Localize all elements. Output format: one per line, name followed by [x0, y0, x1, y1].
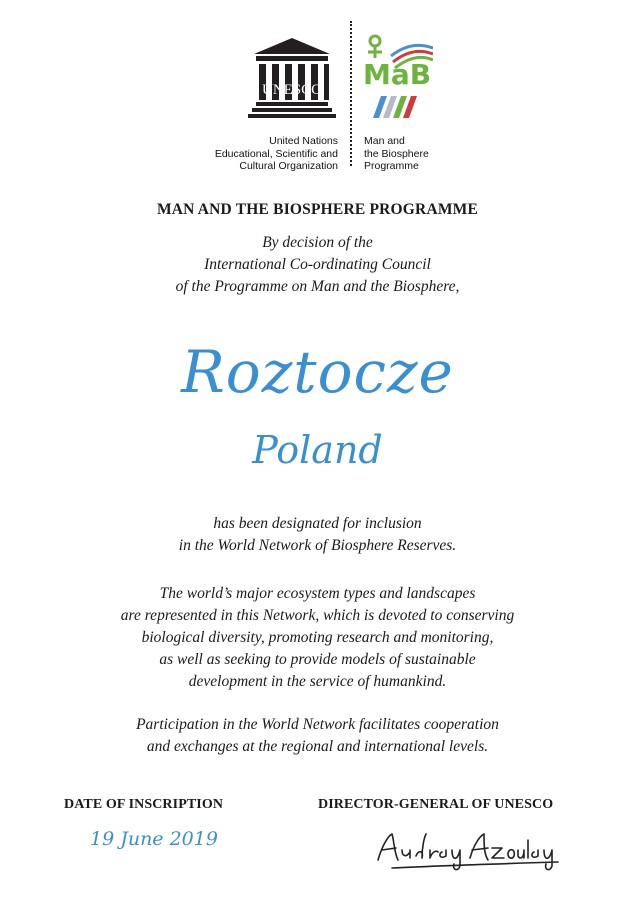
designation-paragraph [0, 513, 635, 557]
participation-line: Participation in the World Network facilitates cooperation [136, 716, 499, 733]
unesco-logo-text: UNESCO [261, 82, 323, 98]
programme-title: MAN AND THE BIOSPHERE PROGRAMME [156, 201, 479, 218]
signature-text: Audrey Azoulay [463, 875, 471, 876]
director-signature [372, 826, 562, 876]
unesco-line: Cultural Organization [239, 160, 338, 172]
date-of-inscription-label: DATE OF INSCRIPTION [64, 797, 224, 812]
header-divider [350, 21, 352, 166]
biosphere-reserve-name: Roztocze [181, 338, 454, 406]
participation-paragraph [0, 714, 635, 758]
designation-line: in the World Network of Biosphere Reserves. [178, 537, 457, 554]
decision-line: International Co-ordinating Council [204, 256, 431, 273]
unesco-line: Educational, Scientific and [214, 147, 338, 160]
mab-line: the Biosphere [364, 147, 429, 160]
network-line: as well as seeking to provide models of sustainable [159, 651, 476, 668]
network-line: The world’s major ecosystem types and landscapes [159, 585, 476, 602]
unesco-temple-logo [248, 38, 336, 126]
unesco-line: United Nations [269, 135, 338, 147]
network-line: biological diversity, promoting research and monitoring, [141, 629, 494, 646]
inscription-date: 19 June 2019 [90, 828, 218, 850]
certificate-header [0, 18, 635, 172]
mab-logo-text: MaB [363, 58, 432, 91]
mab-line: Programme [364, 160, 419, 172]
participation-line: and exchanges at the regional and international levels. [146, 738, 489, 755]
network-line: are represented in this Network, which is devoted to conserving [120, 607, 515, 624]
mab-programme-name [364, 135, 429, 173]
decision-paragraph [0, 232, 635, 298]
decision-line: By decision of the [262, 234, 373, 251]
mab-line: Man and [364, 135, 405, 147]
designation-line: has been designated for inclusion [213, 515, 422, 532]
country-name: Poland [252, 428, 383, 472]
unesco-organization-name [215, 135, 338, 173]
network-line: development in the service of humankind. [188, 673, 447, 690]
decision-line: of the Programme on Man and the Biosphere, [175, 278, 460, 295]
director-general-label: DIRECTOR-GENERAL OF UNESCO [318, 797, 554, 812]
network-paragraph [0, 583, 635, 693]
mab-logo [361, 32, 433, 122]
